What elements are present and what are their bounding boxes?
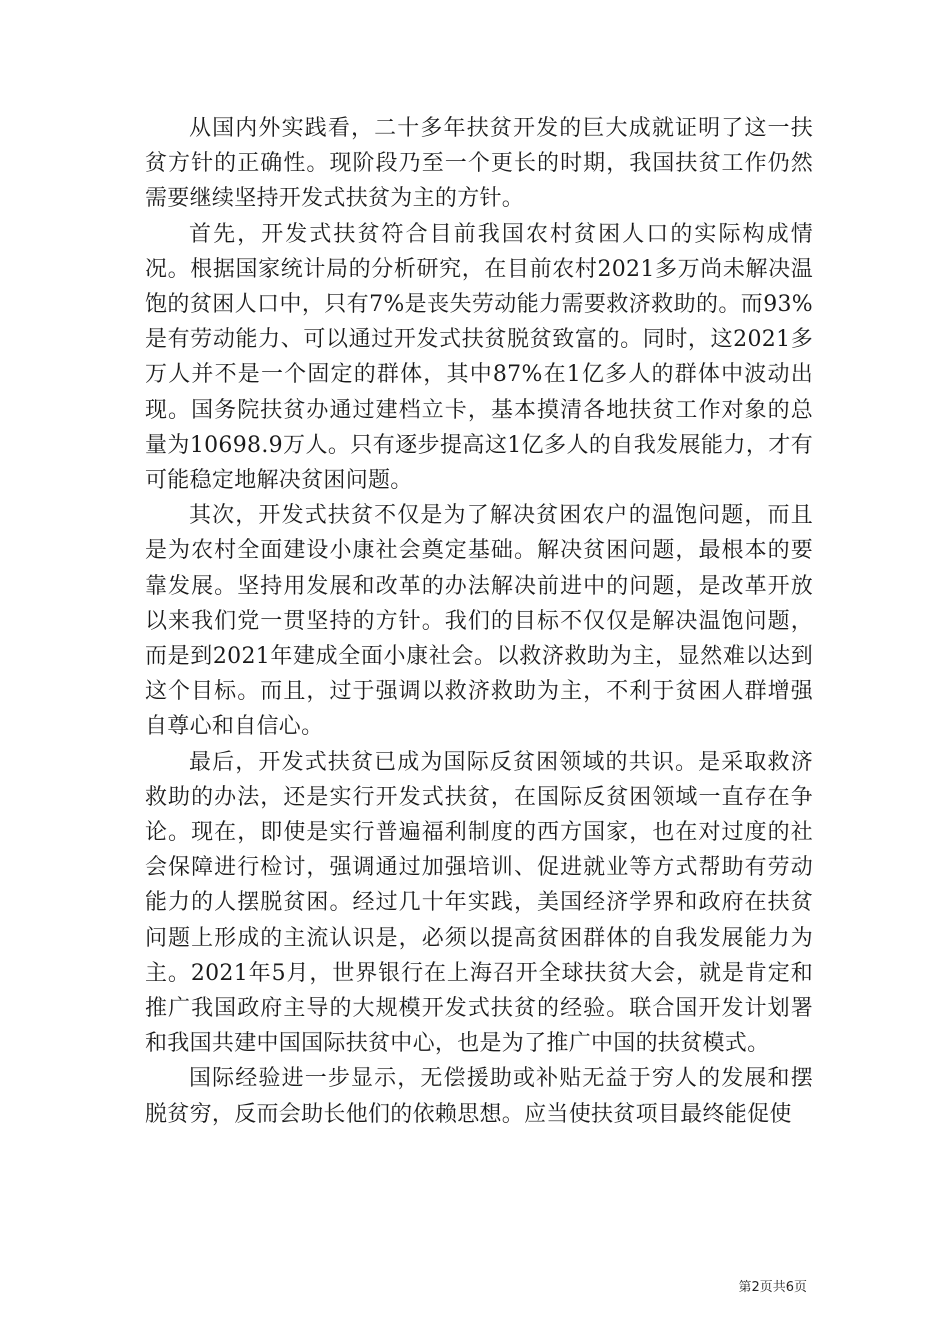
document-body <box>145 111 813 1132</box>
paragraph-first-point: 首先，开发式扶贫符合目前我国农村贫困人口的实际构成情况。根据国家统计局的分析研究，在目前农村2021多万尚未解决温饱的贫困人口中，只有7%是丧失劳动能力需要救济救助的。而93%是有劳动能力、可以通过开发式扶贫脱贫致富的。同时，这2021多万人并不是一个固定的群体，其中87%在1亿多人的群体中波动出现。国务院扶贫办通过建档立卡，基本摸清各地扶贫工作对象的总量为10698.9万人。只有逐步提高这1亿多人的自我发展能力，才有可能稳定地解决贫困问题。 <box>145 221 813 494</box>
page-number-footer: 第2页共6页 <box>738 1280 807 1295</box>
paragraph-second-point: 其次，开发式扶贫不仅是为了解决贫困农户的温饱问题，而且是为农村全面建设小康社会奠定基础。解决贫困问题，最根本的要靠发展。坚持用发展和改革的办法解决前进中的问题，是改革开放以来我们党一贯坚持的方针。我们的目标不仅仅是解决温饱问题，而是到2021年建成全面小康社会。以救济救助为主，显然难以达到这个目标。而且，过于强调以救济救助为主，不利于贫困人群增强自尊心和自信心。 <box>145 503 813 740</box>
paragraph-practice-proves: 从国内外实践看，二十多年扶贫开发的巨大成就证明了这一扶贫方针的正确性。现阶段乃至一个更长的时期，我国扶贫工作仍然需要继续坚持开发式扶贫为主的方针。 <box>145 116 813 212</box>
paragraph-last-point: 最后，开发式扶贫已成为国际反贫困领域的共识。是采取救济救助的办法，还是实行开发式扶贫，在国际反贫困领域一直存在争论。现在，即使是实行普遍福利制度的西方国家，也在对过度的社会保障进行检讨，强调通过加强培训、促进就业等方式帮助有劳动能力的人摆脱贫困。经过几十年实践，美国经济学界和政府在扶贫问题上形成的主流认识是，必须以提高贫困群体的自我发展能力为主。2021年5月，世界银行在上海召开全球扶贫大会，就是肯定和推广我国政府主导的大规模开发式扶贫的经验。联合国开发计划署和我国共建中国国际扶贫中心，也是为了推广中国的扶贫模式。 <box>145 749 813 1057</box>
paragraph-international-experience: 国际经验进一步显示，无偿援助或补贴无益于穷人的发展和摆脱贫穷，反而会助长他们的依赖思想。应当使扶贫项目最终能促使 <box>145 1066 813 1127</box>
